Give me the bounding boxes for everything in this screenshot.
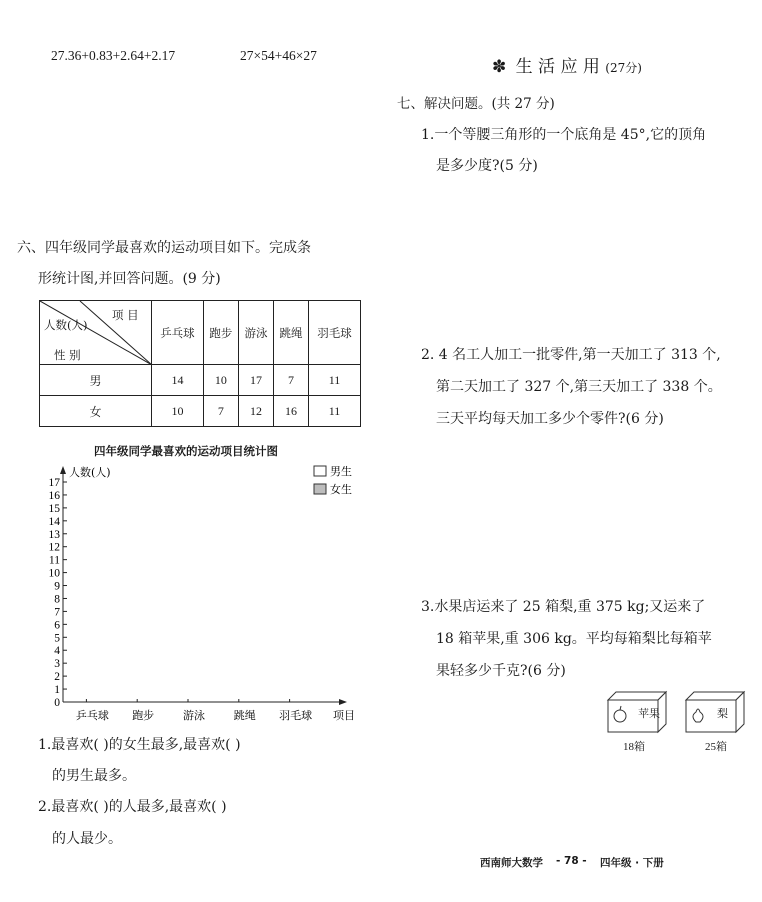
table-cell: 12 [238,396,273,427]
table-row [40,396,361,427]
y-tick-label: 1 [54,684,60,697]
corner-label-project: 项 目 [112,308,139,322]
y-tick-label: 10 [48,567,60,580]
y-tick-label: 13 [48,528,60,541]
q6-line2: 形统计图,并回答问题。(9 分) [38,271,221,287]
y-tick-label: 3 [54,658,60,671]
pear-box [686,692,744,732]
q6-sub1-line2: 的男生最多。 [52,768,136,784]
table-cell: 7 [274,365,309,396]
y-tick-label: 16 [48,489,60,502]
q7-p2-line2: 第二天加工了 327 个,第三天加工了 338 个。 [436,379,722,395]
x-category-label: 跑步 [132,709,155,722]
q7-p3-line3: 果轻多少千克?(6 分) [436,663,566,679]
calc-expression-2: 27×54+46×27 [240,48,317,63]
table-cell: 10 [152,396,204,427]
table-cell: 10 [203,365,238,396]
y-tick-label: 6 [54,619,60,632]
row-label: 男 [40,365,152,396]
table-header: 跳绳 [274,301,309,365]
q7-p1-line1: 1.一个等腰三角形的一个底角是 45°,它的顶角 [421,127,707,143]
legend [314,464,352,496]
table-cell: 14 [152,365,204,396]
x-category-label: 跳绳 [233,709,256,722]
legend-label-boys: 男生 [330,465,352,478]
y-tick-label: 15 [48,502,60,515]
fruit-boxes-illustration [600,688,760,738]
x-axis-label: 项目 [333,709,355,722]
corner-label-gender: 性 别 [54,348,81,362]
table-corner-cell [40,301,152,365]
q7-heading: 七、解决问题。(共 27 分) [397,96,555,112]
q7-p2-line1: 2. 4 名工人加工一批零件,第一天加工了 313 个, [421,347,721,363]
x-category-label: 羽毛球 [279,709,313,722]
table-header: 游泳 [238,301,273,365]
x-category-label: 乒乓球 [75,709,109,722]
y-tick-label: 0 [54,697,60,709]
q6-sub1-line1: 1.最喜欢( )的女生最多,最喜欢( ) [38,737,241,753]
y-tick-label: 2 [54,671,60,684]
q7-p3-line2: 18 箱苹果,重 306 kg。平均每箱梨比每箱苹 [436,631,712,647]
bar-chart-empty [30,460,370,725]
x-category-label: 游泳 [183,709,205,722]
q6-line1: 六、四年级同学最喜欢的运动项目如下。完成条 [17,240,311,256]
section-points: (27分) [605,61,642,75]
q6-sub2-line2: 的人最少。 [52,831,122,847]
section-title [492,52,642,77]
x-axis-arrow [339,699,347,705]
table-cell: 17 [238,365,273,396]
y-tick-label: 4 [54,645,60,658]
y-tick-label: 5 [54,632,60,645]
q7-p3-line1: 3.水果店运来了 25 箱梨,重 375 kg;又运来了 [421,599,706,615]
y-tick-label: 17 [48,477,60,489]
y-tick-label: 9 [54,580,60,593]
section-title-text: 生 活 应 用 [515,57,600,77]
q7-p1-line2: 是多少度?(5 分) [436,158,538,174]
table-header: 跑步 [203,301,238,365]
table-cell: 11 [309,365,361,396]
table-cell: 7 [203,396,238,427]
q6-sub2-line1: 2.最喜欢( )的人最多,最喜欢( ) [38,799,227,815]
legend-swatch-girls [314,484,326,494]
table-cell: 16 [274,396,309,427]
legend-swatch-boys [314,466,326,476]
y-tick-label: 12 [48,541,60,554]
y-tick-label: 11 [48,554,60,567]
chart-title: 四年级同学最喜欢的运动项目统计图 [94,444,278,458]
footer-page-number: - 78 - [556,855,587,867]
calc-expression-1: 27.36+0.83+2.64+2.17 [51,48,176,63]
footer-book: 西南师大数学 [480,857,543,869]
table-cell: 11 [309,396,361,427]
table-header: 羽毛球 [309,301,361,365]
table-row [40,365,361,396]
table-header: 乒乓球 [152,301,204,365]
sports-data-table [39,300,361,427]
apple-box-label: 苹果 [638,707,660,720]
pear-box-count: 25箱 [705,741,727,753]
y-tick-label: 14 [48,515,60,528]
row-label: 女 [40,396,152,427]
y-axis-arrow [60,466,66,474]
y-tick-label: 8 [54,593,60,606]
corner-label-count: 人数(人) [44,318,88,332]
y-axis-label: 人数(人) [69,466,111,479]
star-icon: ✽ [492,57,507,77]
footer-grade: 四年级 · 下册 [600,857,664,869]
y-tick-label: 7 [54,606,60,619]
apple-box-count: 18箱 [623,741,645,753]
q7-p2-line3: 三天平均每天加工多少个零件?(6 分) [436,411,664,427]
legend-label-girls: 女生 [330,483,352,496]
pear-box-label: 梨 [717,707,728,720]
